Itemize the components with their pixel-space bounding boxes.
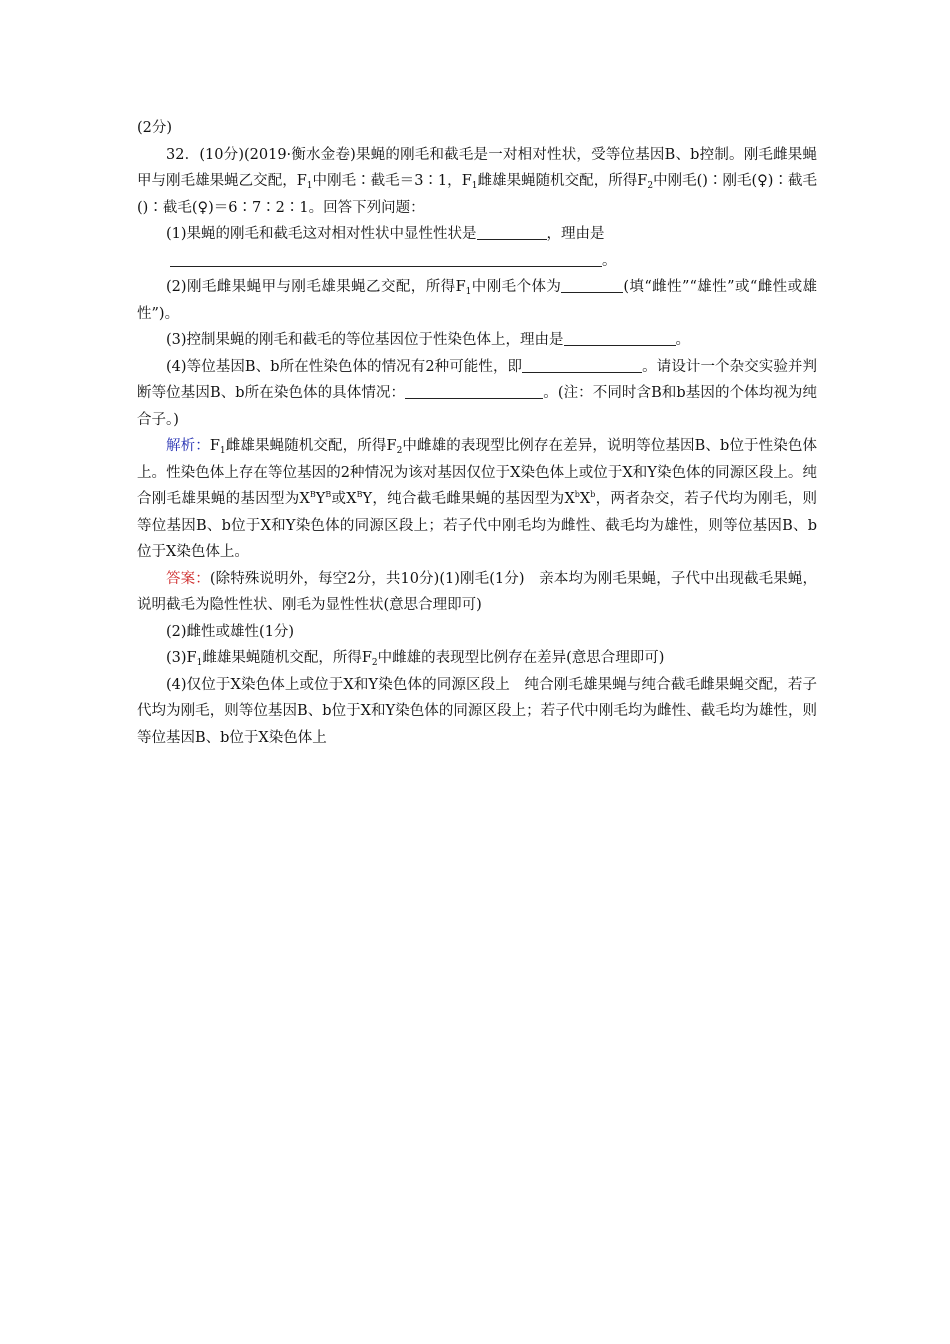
answer-blank[interactable] [405,382,543,399]
answer-4: (4)仅位于X染色体上或位于X和Y染色体的同源区段上 纯合刚毛雄果蝇与纯合截毛雌果蝇交配，若子代均为刚毛，则等位基因B、b位于X和Y染色体的同源区段上；若子代中刚毛均为雌性、截毛均为雄性，则等位基因B、b位于X染色体上 [137,676,817,746]
question-part-4: (4)等位基因B、b所在性染色体的情况有2种可能性，即 。请设计一个杂交实验并判断等位基因B、b所在染色体的具体情况： 。(注：不同时含B和b基因的个体均视为纯合子。) [137,354,817,434]
answer-1: 答案：(除特殊说明外，每空2分，共10分)(1)刚毛(1分) 亲本均为刚毛果蝇，子代中出现截毛果蝇，说明截毛为隐性性状、刚毛为显性性状(意思合理即可) [137,570,817,613]
answer-blank[interactable] [170,250,602,267]
analysis: 解析：$F_1$雌雄果蝇随机交配，所得$F_2$中雌雄的表现型比例存在差异，说明等位基因B、b位于性染色体上。性染色体上存在等位基因的2种情况为该对基因仅位于X染色体上或位于X和Y染色体的同源区段上。纯合刚毛雄果蝇的基因型为$X^BY^B$或$X^BY$，纯合截毛雌果蝇的基因型为$X^bX^b$，两者杂交，若子代均为刚毛，则等位基因B、b位于X和Y染色体的同源区段上；若子代中刚毛均为雌性、截毛均为雄性，则等位基因B、b位于X染色体上。 [137,438,818,560]
document-page [137,115,817,751]
answer-3: $(3)F_1$雌雄果蝇随机交配，所得$F_2$中雌雄的表现型比例存在差异(意思合理即可) [166,650,665,668]
question-stem: 32．(10分)(2019·衡水金卷)果蝇的刚毛和截毛是一对相对性状，受等位基因B、b控制。刚毛雌果蝇甲与刚毛雄果蝇乙交配，$F_1$中刚毛∶截毛＝3∶1，$F_1$雌雄果蝇随机交配，所得$F_2$中刚毛()∶刚毛(♀)∶截毛()∶截毛(♀)＝6∶7∶2∶1。回答下列问题： [137,146,818,216]
answer-blank[interactable] [564,329,676,346]
answer-blank[interactable] [522,356,642,373]
answer-blank[interactable] [561,276,623,293]
question-part-1: (1)果蝇的刚毛和截毛这对相对性状中显性性状是 ，理由是 [137,221,817,248]
previous-score: (2分) [137,120,173,136]
answer-label: 答案： [166,570,210,587]
question-part-1-line: 。 [137,248,817,275]
analysis-label: 解析： [166,438,210,454]
answer-2: (2)雌性或雄性(1分) [166,623,295,640]
question-part-2: (2)刚毛雌果蝇甲与刚毛雄果蝇乙交配，所得$F_1$中刚毛个体为 (填“雌性”“雄性”或“雌性或雄性”)。 [137,274,817,327]
question-part-3: (3)控制果蝇的刚毛和截毛的等位基因位于性染色体上，理由是 。 [137,327,817,354]
answer-blank[interactable] [477,223,547,240]
